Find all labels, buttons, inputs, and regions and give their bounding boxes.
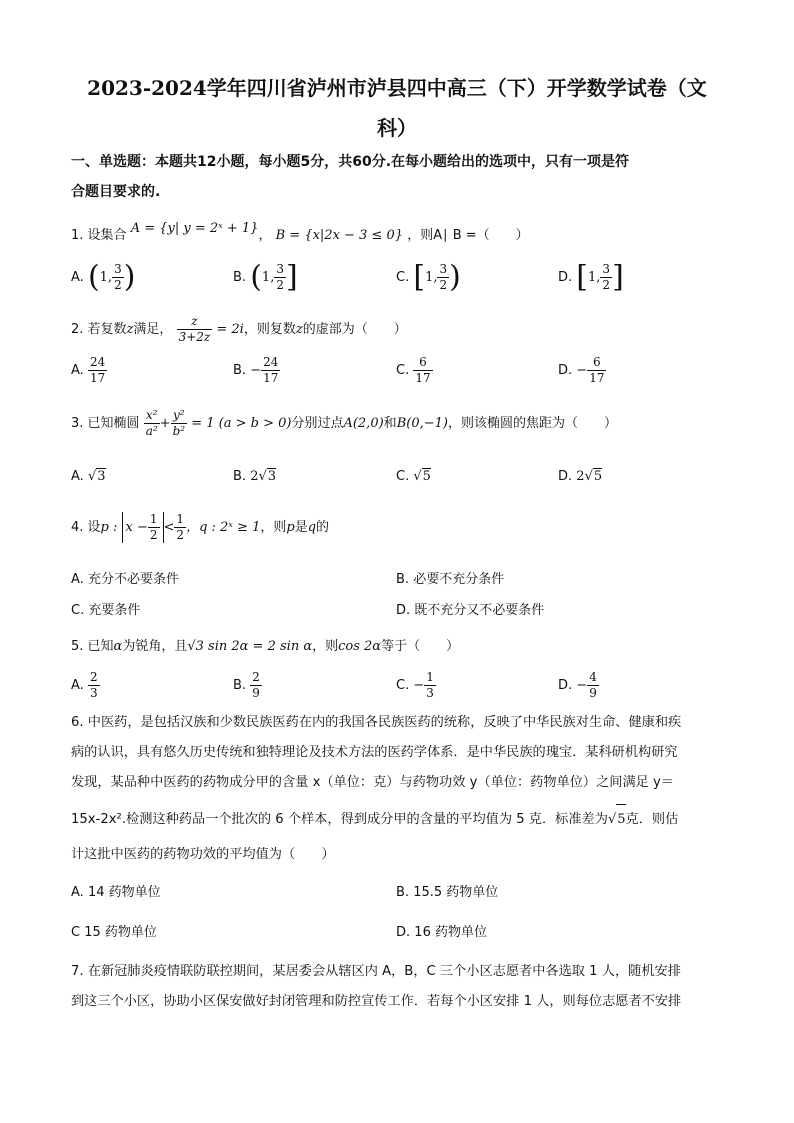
q5-option-c[interactable]	[396, 670, 436, 701]
q1-set-a: A = {y| y = 2ˣ + 1}	[130, 221, 259, 236]
denominator: 2	[439, 278, 448, 292]
radicand: 5	[616, 804, 625, 834]
q7-line1: 7. 在新冠肺炎疫情联防联控期间，某居委会从辖区内 A，B，C 三个小区志愿者中各选取 1 人，随机安排	[71, 964, 681, 979]
q2-option-c[interactable]	[396, 355, 433, 386]
fraction	[413, 355, 432, 386]
q3-mid: 分别过点	[291, 416, 344, 431]
bracket-left: [	[413, 259, 426, 295]
q1-option-b[interactable]	[233, 259, 298, 295]
q2-option-b[interactable]	[233, 355, 280, 386]
option-label: A.	[71, 572, 84, 587]
q4-suffix3: 的	[316, 520, 330, 535]
numerator: 1	[149, 512, 158, 526]
denominator: 17	[89, 371, 106, 385]
q6-line3: 发现，某品种中医药的药物成分甲的含量 x（单位：克）与药物功效 y（单位：药物单位）之间满足 y＝	[71, 775, 675, 790]
denominator: 2	[602, 278, 611, 292]
radicand: 5	[422, 469, 431, 484]
radicand: 5	[593, 469, 603, 484]
option-sign: −	[250, 363, 262, 378]
q4-option-a[interactable]	[71, 568, 179, 587]
q5-option-b[interactable]	[233, 670, 262, 701]
denominator: 2	[149, 528, 158, 542]
q2-var: z	[126, 322, 134, 337]
numerator: x²	[144, 408, 160, 424]
option-label: A.	[71, 363, 84, 378]
q5-equation: 3 sin 2α = 2 sin α	[195, 639, 313, 654]
q5-option-d[interactable]	[558, 670, 599, 701]
denominator: 9	[589, 686, 597, 700]
q3-option-a[interactable]	[71, 468, 106, 484]
numerator: 1	[176, 512, 185, 526]
option-sign: −	[576, 363, 588, 378]
option-coef: 2	[250, 469, 259, 484]
q4-abs-value	[122, 512, 164, 543]
numerator: 3	[276, 262, 284, 276]
bracket-right: )	[123, 259, 136, 295]
fraction	[250, 670, 262, 701]
option-text: 15 药物单位	[84, 925, 157, 940]
q2-equals: = 2i	[216, 322, 244, 337]
denominator: a²	[145, 424, 158, 438]
bracket-right: )	[449, 259, 461, 295]
numerator: 2	[89, 670, 98, 684]
fraction	[587, 670, 599, 701]
numerator: 3	[602, 262, 611, 276]
radicand: 3	[267, 469, 277, 484]
option-text: 16 药物单位	[414, 925, 487, 940]
q4-p: p :	[100, 520, 122, 535]
option-label: B.	[396, 885, 410, 900]
option-label: B.	[233, 678, 247, 693]
option-label: B.	[233, 363, 247, 378]
option-label: A.	[71, 469, 84, 484]
q4-option-b[interactable]	[396, 568, 504, 587]
q4-q: ，q : 2ˣ ≥ 1	[186, 520, 261, 535]
q1-comma: ，	[258, 228, 272, 243]
denominator: 2	[276, 278, 284, 292]
q6-line4b: 克．则估	[625, 812, 679, 827]
fraction	[148, 512, 160, 543]
option-label: A.	[71, 270, 84, 285]
numerator: 3	[114, 262, 122, 276]
q6-line4a: 15x-2x².检测这种药品一个批次的 6 个样本，得到成分甲的含量的平均值为 5 克．标准差为	[71, 812, 608, 827]
sqrt-sign: √	[258, 469, 267, 484]
numerator: 4	[589, 670, 597, 684]
fraction	[88, 670, 100, 701]
option-label: D.	[558, 469, 573, 484]
q3-option-d[interactable]	[558, 468, 602, 484]
q3-and: 和	[383, 416, 397, 431]
denominator: 3+2z	[178, 330, 211, 344]
q4-prefix: 4. 设	[71, 520, 101, 535]
numerator: z	[177, 314, 213, 330]
sqrt-sign: √	[87, 469, 97, 484]
q6-option-a[interactable]	[71, 881, 161, 900]
option-coef: 2	[576, 469, 585, 484]
option-text: 充分不必要条件	[87, 572, 179, 587]
q4-option-c[interactable]	[71, 599, 140, 618]
sqrt-sign: √	[607, 812, 617, 827]
section-heading-line1: 一、单选题：本题共12小题，每小题5分，共60分.在每小题给出的选项中，只有一项是符	[71, 154, 630, 170]
q5-alpha: α	[113, 639, 123, 654]
option-label: C.	[396, 270, 410, 285]
fraction	[112, 262, 124, 293]
option-label: C.	[396, 469, 410, 484]
q7-line2: 到这三个小区，协助小区保安做好封闭管理和防控宣传工作．若每个小区安排 1 人，则每位志愿者不安排	[71, 994, 682, 1009]
question-1	[71, 221, 529, 243]
numerator: 3	[439, 262, 448, 276]
q3-fraction-x	[144, 408, 160, 439]
bracket-right: ]	[285, 259, 298, 295]
q4-abs-x: x −	[125, 520, 148, 535]
q6-line5: 计这批中医药的药物功效的平均值为（ ）	[71, 847, 335, 862]
q3-option-b[interactable]	[233, 468, 276, 484]
q4-suffix2: 是	[294, 520, 308, 535]
fraction	[274, 262, 286, 293]
question-3	[71, 408, 617, 439]
q2-option-d[interactable]	[558, 355, 606, 386]
q6-line2: 病的认识，具有悠久历史传统和独特理论及技术方法的医药学体系．是中华民族的瑰宝．某科研机构研究	[71, 745, 678, 760]
fraction	[587, 355, 606, 386]
q5-suffix: ，则	[312, 639, 339, 654]
sqrt-sign: √	[413, 469, 422, 484]
option-label: B.	[233, 270, 247, 285]
q4-lt: <	[163, 520, 175, 535]
denominator: 2	[176, 528, 185, 542]
option-label: C.	[396, 363, 410, 378]
option-label: C.	[71, 603, 85, 618]
option-label: A.	[71, 885, 84, 900]
option-sign: −	[576, 678, 588, 693]
denominator: 3	[89, 686, 98, 700]
option-value: 1,	[425, 270, 438, 285]
q3-condition: = 1 (a > b > 0)	[191, 416, 292, 431]
denominator: 9	[252, 686, 260, 700]
option-label: D.	[558, 678, 573, 693]
q6-option-d[interactable]	[396, 921, 487, 940]
option-label: D.	[396, 925, 411, 940]
denominator: 3	[426, 686, 434, 700]
q4-q2: q	[307, 520, 317, 535]
q2-end: 的虚部为（ ）	[302, 322, 407, 337]
option-text: 14 药物单位	[87, 885, 161, 900]
exam-title-line1: 2023-2024学年四川省泸州市泸县四中高三（下）开学数学试卷（文	[87, 76, 707, 100]
sqrt-sign: √	[187, 639, 196, 654]
exam-title-line2: 科）	[377, 116, 417, 140]
q3-fraction-y	[171, 408, 188, 439]
option-label: A.	[71, 678, 84, 693]
numerator: 2	[252, 670, 260, 684]
fraction	[600, 262, 612, 293]
option-text: 既不充分又不必要条件	[414, 603, 545, 618]
sqrt-sign: √	[584, 469, 593, 484]
q2-suffix: ，则复数	[243, 322, 296, 337]
question-2	[71, 314, 407, 345]
q5-option-a[interactable]	[71, 670, 100, 701]
radicand: 3	[97, 469, 106, 484]
option-sign: −	[413, 678, 425, 693]
fraction	[261, 355, 280, 386]
q3-plus: +	[159, 416, 171, 431]
q5-prefix: 5. 已知	[71, 639, 114, 654]
fraction	[437, 262, 449, 293]
bracket-left: (	[250, 259, 262, 295]
q3-point-b: B(0,−1)	[396, 416, 448, 431]
option-text: 15.5 药物单位	[413, 885, 499, 900]
q1-option-d[interactable]	[558, 259, 624, 295]
option-value: 1,	[99, 270, 113, 285]
q4-suffix1: ，则	[260, 520, 287, 535]
denominator: b²	[172, 424, 186, 438]
bracket-left: (	[87, 259, 100, 295]
denominator: 2	[114, 278, 122, 292]
q6-line1: 6. 中医药，是包括汉族和少数民族医药在内的我国各民族医药的统称，反映了中华民族对生命、健康和疾	[71, 715, 682, 730]
option-label: B.	[233, 469, 247, 484]
option-label: C.	[396, 678, 410, 693]
q2-prefix: 2. 若复数	[71, 322, 127, 337]
denominator: 17	[415, 371, 431, 385]
q3-option-c[interactable]	[396, 468, 431, 484]
option-label: D.	[396, 603, 411, 618]
numerator: 24	[89, 355, 106, 369]
option-label: D.	[558, 363, 573, 378]
q1-suffix: ，则A∣ B =（ ）	[407, 228, 529, 243]
q1-option-c[interactable]	[396, 259, 461, 295]
question-4	[71, 512, 329, 543]
q5-mid: 为锐角，且	[122, 639, 188, 654]
fraction	[424, 670, 436, 701]
option-label: D.	[558, 270, 573, 285]
option-text: 必要不充分条件	[413, 572, 505, 587]
q4-option-d[interactable]	[396, 599, 544, 618]
q2-var2: z	[295, 322, 303, 337]
q6-line4	[71, 804, 678, 834]
q6-option-b[interactable]	[396, 881, 498, 900]
option-value: 1,	[588, 270, 601, 285]
option-label: B.	[396, 572, 410, 587]
option-text: 充要条件	[88, 603, 141, 618]
fraction	[88, 355, 107, 386]
bracket-left: [	[576, 259, 589, 295]
q3-point-a: A(2,0)	[343, 416, 384, 431]
numerator: 24	[263, 355, 279, 369]
q3-prefix: 3. 已知椭圆	[71, 416, 140, 431]
numerator: y²	[171, 408, 188, 424]
q2-mid: 满足，	[133, 322, 173, 337]
q1-prefix: 1. 设集合	[71, 228, 127, 243]
denominator: 17	[589, 371, 605, 385]
q2-option-a[interactable]	[71, 355, 107, 386]
q2-fraction	[177, 314, 213, 345]
q4-p2: p	[286, 520, 295, 535]
q3-suffix: ，则该椭圆的焦距为（ ）	[447, 416, 617, 431]
q1-option-a[interactable]	[71, 259, 136, 295]
option-value: 1,	[261, 270, 275, 285]
q1-set-b: B = {x|2x − 3 ≤ 0}	[275, 228, 404, 243]
fraction	[174, 512, 186, 543]
bracket-right: ]	[612, 259, 624, 295]
option-label: C	[71, 925, 81, 940]
denominator: 17	[263, 371, 279, 385]
section-heading-line2: 合题目要求的.	[71, 184, 161, 200]
numerator: 6	[413, 355, 432, 371]
q5-end: 等于（ ）	[381, 639, 460, 654]
numerator: 6	[587, 355, 606, 371]
q6-option-c[interactable]	[71, 921, 157, 940]
q5-cos: cos 2α	[338, 639, 382, 654]
numerator: 1	[426, 670, 434, 684]
question-5	[71, 635, 459, 654]
